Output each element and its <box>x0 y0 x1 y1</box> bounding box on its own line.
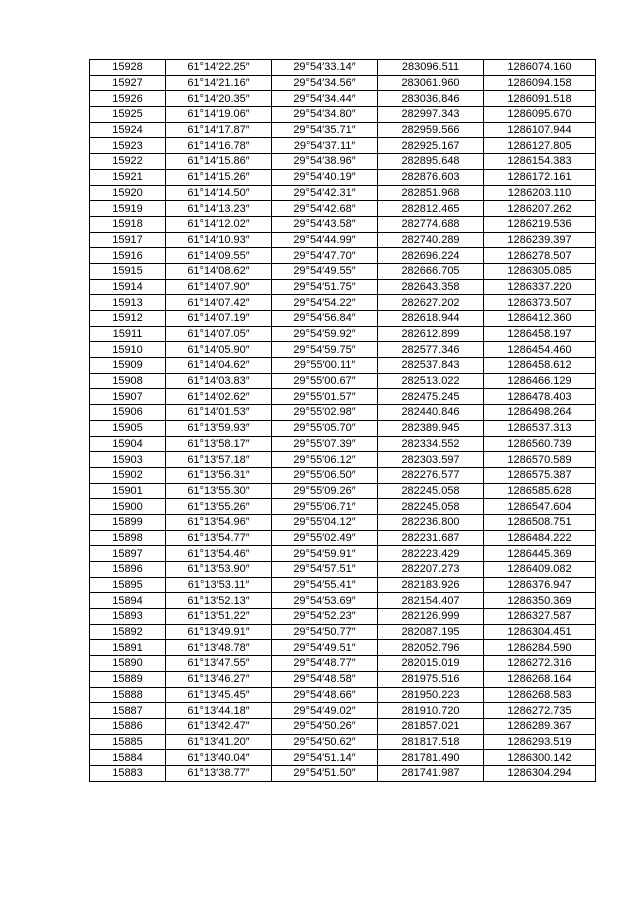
point-number-cell: 15927 <box>90 75 166 91</box>
longitude-cell: 29°54′51.14″ <box>272 750 378 766</box>
point-number-cell: 15905 <box>90 420 166 436</box>
longitude-cell: 29°55′06.12″ <box>272 452 378 468</box>
point-number-cell: 15910 <box>90 342 166 358</box>
x-coordinate-cell: 281857.021 <box>378 718 484 734</box>
latitude-cell: 61°14′22.25″ <box>166 60 272 76</box>
longitude-cell: 29°54′43.58″ <box>272 216 378 232</box>
y-coordinate-cell: 1286337.220 <box>484 279 596 295</box>
x-coordinate-cell: 281817.518 <box>378 734 484 750</box>
longitude-cell: 29°54′48.77″ <box>272 656 378 672</box>
table-row <box>90 295 596 311</box>
point-number-cell: 15903 <box>90 452 166 468</box>
table-row <box>90 107 596 123</box>
longitude-cell: 29°54′50.26″ <box>272 718 378 734</box>
y-coordinate-cell: 1286094.158 <box>484 75 596 91</box>
longitude-cell: 29°54′49.55″ <box>272 263 378 279</box>
x-coordinate-cell: 282236.800 <box>378 514 484 530</box>
y-coordinate-cell: 1286585.628 <box>484 483 596 499</box>
table-row <box>90 703 596 719</box>
x-coordinate-cell: 282925.167 <box>378 138 484 154</box>
table-row <box>90 467 596 483</box>
latitude-cell: 61°14′13.23″ <box>166 201 272 217</box>
table-row <box>90 420 596 436</box>
longitude-cell: 29°54′48.58″ <box>272 671 378 687</box>
y-coordinate-cell: 1286560.739 <box>484 436 596 452</box>
x-coordinate-cell: 282183.926 <box>378 577 484 593</box>
latitude-cell: 61°14′03.83″ <box>166 373 272 389</box>
table-row <box>90 358 596 374</box>
point-number-cell: 15900 <box>90 499 166 515</box>
longitude-cell: 29°54′48.66″ <box>272 687 378 703</box>
longitude-cell: 29°54′49.02″ <box>272 703 378 719</box>
x-coordinate-cell: 282666.705 <box>378 263 484 279</box>
table-row <box>90 593 596 609</box>
x-coordinate-cell: 282440.846 <box>378 405 484 421</box>
point-number-cell: 15889 <box>90 671 166 687</box>
longitude-cell: 29°54′59.75″ <box>272 342 378 358</box>
y-coordinate-cell: 1286458.197 <box>484 326 596 342</box>
y-coordinate-cell: 1286268.164 <box>484 671 596 687</box>
table-row <box>90 750 596 766</box>
y-coordinate-cell: 1286575.387 <box>484 467 596 483</box>
x-coordinate-cell: 281741.987 <box>378 765 484 781</box>
table-row <box>90 154 596 170</box>
table-row <box>90 405 596 421</box>
y-coordinate-cell: 1286095.670 <box>484 107 596 123</box>
point-number-cell: 15890 <box>90 656 166 672</box>
longitude-cell: 29°55′00.67″ <box>272 373 378 389</box>
x-coordinate-cell: 282276.577 <box>378 467 484 483</box>
latitude-cell: 61°14′01.53″ <box>166 405 272 421</box>
y-coordinate-cell: 1286304.451 <box>484 624 596 640</box>
table-row <box>90 342 596 358</box>
table-row <box>90 671 596 687</box>
point-number-cell: 15885 <box>90 734 166 750</box>
latitude-cell: 61°13′54.96″ <box>166 514 272 530</box>
point-number-cell: 15911 <box>90 326 166 342</box>
point-number-cell: 15918 <box>90 216 166 232</box>
table-row <box>90 248 596 264</box>
longitude-cell: 29°55′02.98″ <box>272 405 378 421</box>
point-number-cell: 15893 <box>90 609 166 625</box>
latitude-cell: 61°14′02.62″ <box>166 389 272 405</box>
table-row <box>90 232 596 248</box>
longitude-cell: 29°54′55.41″ <box>272 577 378 593</box>
latitude-cell: 61°14′20.35″ <box>166 91 272 107</box>
x-coordinate-cell: 282740.289 <box>378 232 484 248</box>
x-coordinate-cell: 282959.566 <box>378 122 484 138</box>
point-number-cell: 15897 <box>90 546 166 562</box>
latitude-cell: 61°14′17.87″ <box>166 122 272 138</box>
x-coordinate-cell: 282618.944 <box>378 311 484 327</box>
table-row <box>90 546 596 562</box>
longitude-cell: 29°55′06.50″ <box>272 467 378 483</box>
table-row <box>90 499 596 515</box>
x-coordinate-cell: 282997.343 <box>378 107 484 123</box>
point-number-cell: 15887 <box>90 703 166 719</box>
table-row <box>90 687 596 703</box>
table-row <box>90 185 596 201</box>
point-number-cell: 15912 <box>90 311 166 327</box>
table-row <box>90 216 596 232</box>
latitude-cell: 61°13′56.31″ <box>166 467 272 483</box>
point-number-cell: 15902 <box>90 467 166 483</box>
latitude-cell: 61°13′41.20″ <box>166 734 272 750</box>
table-row <box>90 514 596 530</box>
latitude-cell: 61°13′38.77″ <box>166 765 272 781</box>
table-row <box>90 609 596 625</box>
x-coordinate-cell: 282643.358 <box>378 279 484 295</box>
point-number-cell: 15915 <box>90 263 166 279</box>
longitude-cell: 29°54′44.99″ <box>272 232 378 248</box>
point-number-cell: 15909 <box>90 358 166 374</box>
point-number-cell: 15920 <box>90 185 166 201</box>
y-coordinate-cell: 1286454.460 <box>484 342 596 358</box>
longitude-cell: 29°54′37.11″ <box>272 138 378 154</box>
table-row <box>90 326 596 342</box>
point-number-cell: 15886 <box>90 718 166 734</box>
table-row <box>90 436 596 452</box>
point-number-cell: 15904 <box>90 436 166 452</box>
table-row <box>90 75 596 91</box>
x-coordinate-cell: 282231.687 <box>378 530 484 546</box>
y-coordinate-cell: 1286373.507 <box>484 295 596 311</box>
longitude-cell: 29°54′56.84″ <box>272 311 378 327</box>
latitude-cell: 61°14′04.62″ <box>166 358 272 374</box>
x-coordinate-cell: 282876.603 <box>378 169 484 185</box>
y-coordinate-cell: 1286278.507 <box>484 248 596 264</box>
latitude-cell: 61°13′45.45″ <box>166 687 272 703</box>
point-number-cell: 15894 <box>90 593 166 609</box>
y-coordinate-cell: 1286409.082 <box>484 562 596 578</box>
x-coordinate-cell: 282577.346 <box>378 342 484 358</box>
x-coordinate-cell: 282245.058 <box>378 499 484 515</box>
point-number-cell: 15917 <box>90 232 166 248</box>
table-row <box>90 389 596 405</box>
latitude-cell: 61°14′08.62″ <box>166 263 272 279</box>
point-number-cell: 15914 <box>90 279 166 295</box>
y-coordinate-cell: 1286478.403 <box>484 389 596 405</box>
longitude-cell: 29°54′35.71″ <box>272 122 378 138</box>
latitude-cell: 61°14′09.55″ <box>166 248 272 264</box>
x-coordinate-cell: 282015.019 <box>378 656 484 672</box>
point-number-cell: 15888 <box>90 687 166 703</box>
x-coordinate-cell: 281910.720 <box>378 703 484 719</box>
latitude-cell: 61°13′58.17″ <box>166 436 272 452</box>
longitude-cell: 29°54′38.96″ <box>272 154 378 170</box>
table-row <box>90 624 596 640</box>
longitude-cell: 29°54′59.91″ <box>272 546 378 562</box>
x-coordinate-cell: 282245.058 <box>378 483 484 499</box>
x-coordinate-cell: 282207.273 <box>378 562 484 578</box>
x-coordinate-cell: 282154.407 <box>378 593 484 609</box>
longitude-cell: 29°54′49.51″ <box>272 640 378 656</box>
table-row <box>90 122 596 138</box>
x-coordinate-cell: 282126.999 <box>378 609 484 625</box>
latitude-cell: 61°14′14.50″ <box>166 185 272 201</box>
latitude-cell: 61°13′47.55″ <box>166 656 272 672</box>
x-coordinate-cell: 282475.245 <box>378 389 484 405</box>
y-coordinate-cell: 1286376.947 <box>484 577 596 593</box>
x-coordinate-cell: 281950.223 <box>378 687 484 703</box>
latitude-cell: 61°13′57.18″ <box>166 452 272 468</box>
point-number-cell: 15925 <box>90 107 166 123</box>
x-coordinate-cell: 282696.224 <box>378 248 484 264</box>
point-number-cell: 15901 <box>90 483 166 499</box>
point-number-cell: 15899 <box>90 514 166 530</box>
table-row <box>90 279 596 295</box>
table-row <box>90 530 596 546</box>
x-coordinate-cell: 282389.945 <box>378 420 484 436</box>
y-coordinate-cell: 1286570.589 <box>484 452 596 468</box>
table-row <box>90 718 596 734</box>
y-coordinate-cell: 1286203.110 <box>484 185 596 201</box>
y-coordinate-cell: 1286272.316 <box>484 656 596 672</box>
x-coordinate-cell: 282303.597 <box>378 452 484 468</box>
longitude-cell: 29°54′33.14″ <box>272 60 378 76</box>
longitude-cell: 29°55′05.70″ <box>272 420 378 436</box>
point-number-cell: 15923 <box>90 138 166 154</box>
longitude-cell: 29°54′57.51″ <box>272 562 378 578</box>
longitude-cell: 29°55′00.11″ <box>272 358 378 374</box>
x-coordinate-cell: 282052.796 <box>378 640 484 656</box>
longitude-cell: 29°54′34.80″ <box>272 107 378 123</box>
point-number-cell: 15907 <box>90 389 166 405</box>
longitude-cell: 29°55′09.26″ <box>272 483 378 499</box>
latitude-cell: 61°13′42.47″ <box>166 718 272 734</box>
longitude-cell: 29°55′06.71″ <box>272 499 378 515</box>
latitude-cell: 61°13′49.91″ <box>166 624 272 640</box>
y-coordinate-cell: 1286293.519 <box>484 734 596 750</box>
y-coordinate-cell: 1286445.369 <box>484 546 596 562</box>
y-coordinate-cell: 1286300.142 <box>484 750 596 766</box>
y-coordinate-cell: 1286498.264 <box>484 405 596 421</box>
longitude-cell: 29°54′51.75″ <box>272 279 378 295</box>
x-coordinate-cell: 283061.960 <box>378 75 484 91</box>
longitude-cell: 29°54′34.44″ <box>272 91 378 107</box>
latitude-cell: 61°14′12.02″ <box>166 216 272 232</box>
coordinates-table-body <box>90 60 596 782</box>
latitude-cell: 61°14′19.06″ <box>166 107 272 123</box>
latitude-cell: 61°13′59.93″ <box>166 420 272 436</box>
table-row <box>90 765 596 781</box>
x-coordinate-cell: 282537.843 <box>378 358 484 374</box>
y-coordinate-cell: 1286172.161 <box>484 169 596 185</box>
y-coordinate-cell: 1286508.751 <box>484 514 596 530</box>
longitude-cell: 29°55′01.57″ <box>272 389 378 405</box>
table-row <box>90 60 596 76</box>
latitude-cell: 61°14′16.78″ <box>166 138 272 154</box>
y-coordinate-cell: 1286074.160 <box>484 60 596 76</box>
longitude-cell: 29°54′42.31″ <box>272 185 378 201</box>
x-coordinate-cell: 282513.022 <box>378 373 484 389</box>
point-number-cell: 15883 <box>90 765 166 781</box>
longitude-cell: 29°54′50.77″ <box>272 624 378 640</box>
y-coordinate-cell: 1286537.313 <box>484 420 596 436</box>
y-coordinate-cell: 1286547.604 <box>484 499 596 515</box>
table-row <box>90 373 596 389</box>
table-row <box>90 640 596 656</box>
latitude-cell: 61°14′07.05″ <box>166 326 272 342</box>
latitude-cell: 61°14′05.90″ <box>166 342 272 358</box>
y-coordinate-cell: 1286127.805 <box>484 138 596 154</box>
point-number-cell: 15895 <box>90 577 166 593</box>
longitude-cell: 29°54′53.69″ <box>272 593 378 609</box>
latitude-cell: 61°14′07.19″ <box>166 311 272 327</box>
y-coordinate-cell: 1286284.590 <box>484 640 596 656</box>
latitude-cell: 61°14′15.26″ <box>166 169 272 185</box>
latitude-cell: 61°13′40.04″ <box>166 750 272 766</box>
point-number-cell: 15884 <box>90 750 166 766</box>
longitude-cell: 29°54′40.19″ <box>272 169 378 185</box>
latitude-cell: 61°13′55.26″ <box>166 499 272 515</box>
table-row <box>90 656 596 672</box>
y-coordinate-cell: 1286484.222 <box>484 530 596 546</box>
latitude-cell: 61°14′07.42″ <box>166 295 272 311</box>
longitude-cell: 29°54′52.23″ <box>272 609 378 625</box>
latitude-cell: 61°14′10.93″ <box>166 232 272 248</box>
x-coordinate-cell: 282087.195 <box>378 624 484 640</box>
latitude-cell: 61°13′52.13″ <box>166 593 272 609</box>
x-coordinate-cell: 281975.516 <box>378 671 484 687</box>
latitude-cell: 61°13′46.27″ <box>166 671 272 687</box>
table-row <box>90 452 596 468</box>
x-coordinate-cell: 282627.202 <box>378 295 484 311</box>
point-number-cell: 15922 <box>90 154 166 170</box>
y-coordinate-cell: 1286219.536 <box>484 216 596 232</box>
point-number-cell: 15913 <box>90 295 166 311</box>
x-coordinate-cell: 283096.511 <box>378 60 484 76</box>
point-number-cell: 15919 <box>90 201 166 217</box>
x-coordinate-cell: 283036.846 <box>378 91 484 107</box>
y-coordinate-cell: 1286305.085 <box>484 263 596 279</box>
table-row <box>90 169 596 185</box>
latitude-cell: 61°14′21.16″ <box>166 75 272 91</box>
longitude-cell: 29°55′02.49″ <box>272 530 378 546</box>
latitude-cell: 61°14′15.86″ <box>166 154 272 170</box>
latitude-cell: 61°13′44.18″ <box>166 703 272 719</box>
latitude-cell: 61°13′55.30″ <box>166 483 272 499</box>
y-coordinate-cell: 1286350.369 <box>484 593 596 609</box>
table-row <box>90 138 596 154</box>
longitude-cell: 29°54′54.22″ <box>272 295 378 311</box>
table-row <box>90 263 596 279</box>
latitude-cell: 61°13′53.11″ <box>166 577 272 593</box>
y-coordinate-cell: 1286107.944 <box>484 122 596 138</box>
latitude-cell: 61°13′54.46″ <box>166 546 272 562</box>
point-number-cell: 15916 <box>90 248 166 264</box>
point-number-cell: 15908 <box>90 373 166 389</box>
longitude-cell: 29°54′59.92″ <box>272 326 378 342</box>
table-row <box>90 577 596 593</box>
longitude-cell: 29°54′47.70″ <box>272 248 378 264</box>
x-coordinate-cell: 282223.429 <box>378 546 484 562</box>
point-number-cell: 15926 <box>90 91 166 107</box>
longitude-cell: 29°54′50.62″ <box>272 734 378 750</box>
point-number-cell: 15896 <box>90 562 166 578</box>
table-row <box>90 734 596 750</box>
latitude-cell: 61°13′53.90″ <box>166 562 272 578</box>
point-number-cell: 15921 <box>90 169 166 185</box>
point-number-cell: 15898 <box>90 530 166 546</box>
latitude-cell: 61°13′51.22″ <box>166 609 272 625</box>
y-coordinate-cell: 1286154.383 <box>484 154 596 170</box>
y-coordinate-cell: 1286239.397 <box>484 232 596 248</box>
longitude-cell: 29°54′51.50″ <box>272 765 378 781</box>
point-number-cell: 15924 <box>90 122 166 138</box>
point-number-cell: 15928 <box>90 60 166 76</box>
latitude-cell: 61°13′54.77″ <box>166 530 272 546</box>
x-coordinate-cell: 282774.688 <box>378 216 484 232</box>
table-row <box>90 201 596 217</box>
coordinates-table <box>89 59 596 782</box>
x-coordinate-cell: 281781.490 <box>378 750 484 766</box>
y-coordinate-cell: 1286289.367 <box>484 718 596 734</box>
longitude-cell: 29°55′04.12″ <box>272 514 378 530</box>
y-coordinate-cell: 1286327.587 <box>484 609 596 625</box>
point-number-cell: 15891 <box>90 640 166 656</box>
table-row <box>90 91 596 107</box>
y-coordinate-cell: 1286458.612 <box>484 358 596 374</box>
latitude-cell: 61°13′48.78″ <box>166 640 272 656</box>
y-coordinate-cell: 1286272.735 <box>484 703 596 719</box>
longitude-cell: 29°55′07.39″ <box>272 436 378 452</box>
x-coordinate-cell: 282334.552 <box>378 436 484 452</box>
point-number-cell: 15906 <box>90 405 166 421</box>
x-coordinate-cell: 282895.648 <box>378 154 484 170</box>
table-row <box>90 562 596 578</box>
y-coordinate-cell: 1286304.294 <box>484 765 596 781</box>
x-coordinate-cell: 282851.968 <box>378 185 484 201</box>
y-coordinate-cell: 1286207.262 <box>484 201 596 217</box>
point-number-cell: 15892 <box>90 624 166 640</box>
y-coordinate-cell: 1286091.518 <box>484 91 596 107</box>
x-coordinate-cell: 282812.465 <box>378 201 484 217</box>
latitude-cell: 61°14′07.90″ <box>166 279 272 295</box>
y-coordinate-cell: 1286268.583 <box>484 687 596 703</box>
longitude-cell: 29°54′42.68″ <box>272 201 378 217</box>
longitude-cell: 29°54′34.56″ <box>272 75 378 91</box>
y-coordinate-cell: 1286466.129 <box>484 373 596 389</box>
y-coordinate-cell: 1286412.360 <box>484 311 596 327</box>
table-row <box>90 311 596 327</box>
x-coordinate-cell: 282612.899 <box>378 326 484 342</box>
table-row <box>90 483 596 499</box>
